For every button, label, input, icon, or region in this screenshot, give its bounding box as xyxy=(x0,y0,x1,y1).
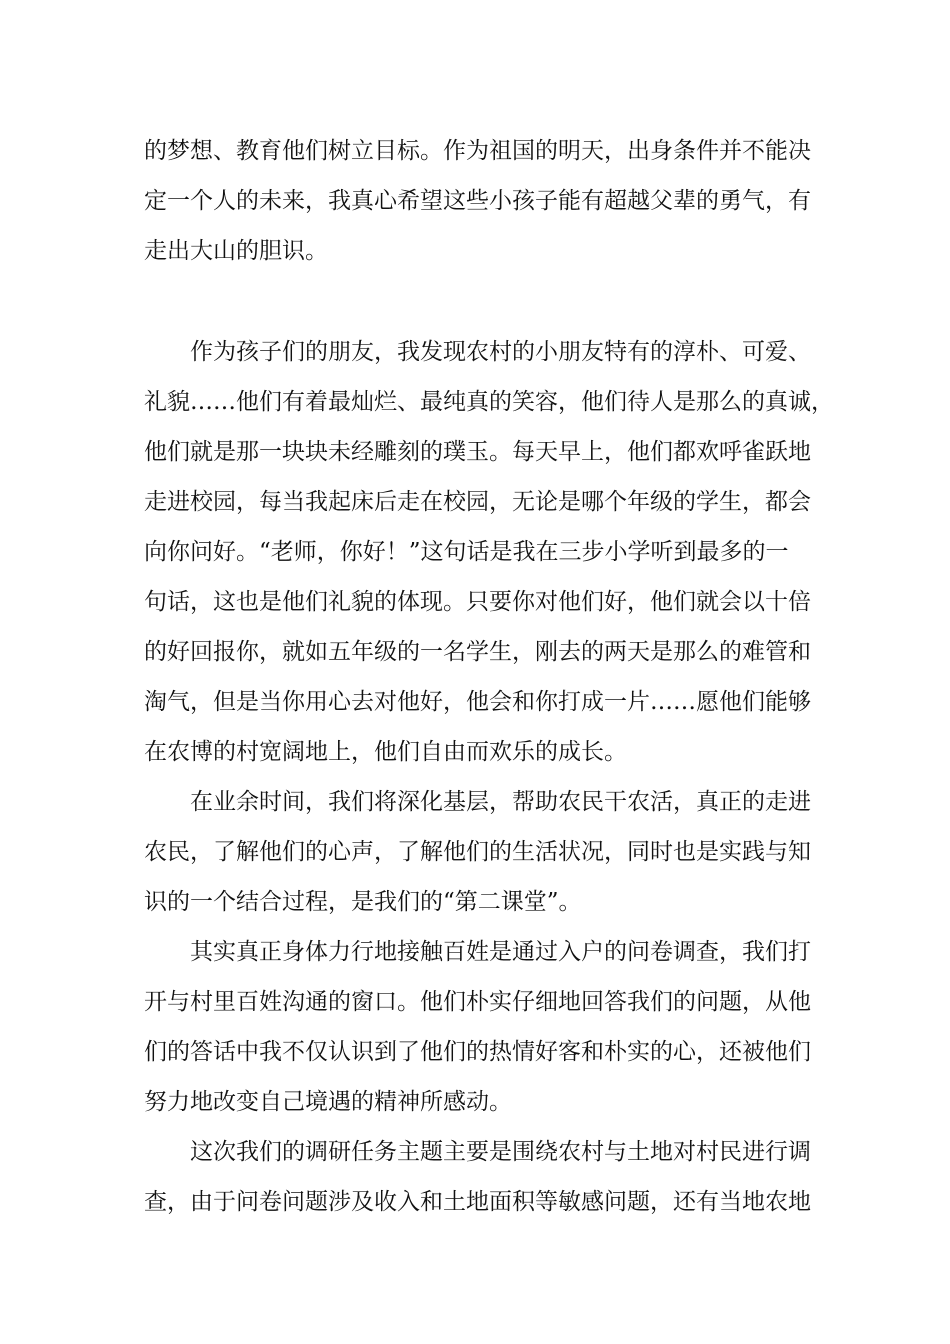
text-line: 淘气，但是当你用心去对他好，他会和你打成一片……愿他们能够 xyxy=(144,689,811,715)
text-line: 查，由于问卷问题涉及收入和土地面积等敏感问题，还有当地农地 xyxy=(144,1189,811,1215)
text-line: 向你问好。“老师，你好！”这句话是我在三步小学听到最多的一 xyxy=(144,539,789,565)
text-line: 这次我们的调研任务主题主要是围绕农村与土地对村民进行调 xyxy=(190,1139,811,1165)
text-line: 努力地改变自己境遇的精神所感动。 xyxy=(144,1089,512,1115)
text-line: 作为孩子们的朋友，我发现农村的小朋友特有的淳朴、可爱、 xyxy=(190,339,811,365)
text-line: 句话，这也是他们礼貌的体现。只要你对他们好，他们就会以十倍 xyxy=(144,589,811,615)
text-line: 礼貌……他们有着最灿烂、最纯真的笑容，他们待人是那么的真诚， xyxy=(144,389,834,415)
text-line: 识的一个结合过程，是我们的“第二课堂”。 xyxy=(144,889,582,915)
text-line: 定一个人的未来，我真心希望这些小孩子能有超越父辈的勇气，有 xyxy=(144,188,811,214)
text-line: 的好回报你，就如五年级的一名学生，刚去的两天是那么的难管和 xyxy=(144,639,811,665)
text-line: 在农博的村宽阔地上，他们自由而欢乐的成长。 xyxy=(144,739,627,765)
text-line: 其实真正身体力行地接触百姓是通过入户的问卷调查，我们打 xyxy=(190,939,811,965)
text-line: 在业余时间，我们将深化基层，帮助农民干农活，真正的走进 xyxy=(190,789,811,815)
text-line: 走进校园，每当我起床后走在校园，无论是哪个年级的学生，都会 xyxy=(144,489,811,515)
text-line: 农民，了解他们的心声，了解他们的生活状况，同时也是实践与知 xyxy=(144,839,811,865)
text-line: 开与村里百姓沟通的窗口。他们朴实仔细地回答我们的问题，从他 xyxy=(144,989,811,1015)
text-line: 走出大山的胆识。 xyxy=(144,238,328,264)
text-line: 他们就是那一块块未经雕刻的璞玉。每天早上，他们都欢呼雀跃地 xyxy=(144,439,811,465)
text-line: 的梦想、教育他们树立目标。作为祖国的明天，出身条件并不能决 xyxy=(144,138,811,164)
text-line: 们的答话中我不仅认识到了他们的热情好客和朴实的心，还被他们 xyxy=(144,1039,811,1065)
